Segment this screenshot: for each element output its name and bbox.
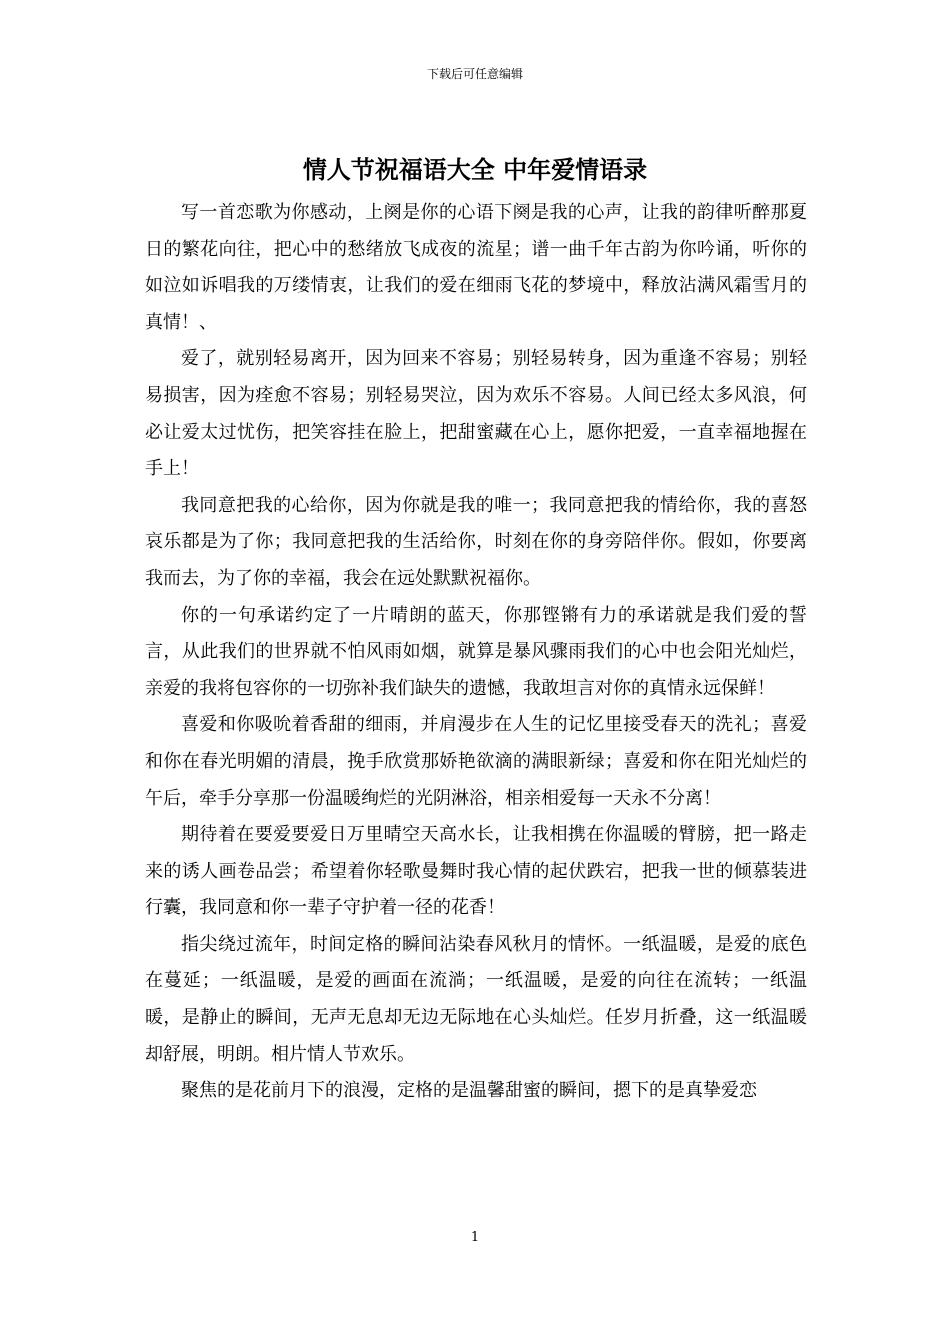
paragraph: 喜爱和你吸吮着香甜的细雨，并肩漫步在人生的记忆里接受春天的洗礼；喜爱和你在春光明媚的清晨，挽手欣赏那娇艳欲滴的满眼新绿；喜爱和你在阳光灿烂的午后，牵手分享那一份温暖绚烂的光阴淋浴，相亲相爱每一天永不分离！ <box>145 714 807 809</box>
paragraph: 我同意把我的心给你，因为你就是我的唯一；我同意把我的情给你，我的喜怒哀乐都是为了你；我同意把我的生活给你，时刻在你的身旁陪伴你。假如，你要离我而去，为了你的幸福，我会在远处默默祝福你。 <box>145 494 807 589</box>
paragraph: 爱了，就别轻易离开，因为回来不容易；别轻易转身，因为重逢不容易；别轻易损害，因为痊愈不容易；别轻易哭泣，因为欢乐不容易。人间已经太多风浪，何必让爱太过忧伤，把笑容挂在脸上，把甜蜜藏在心上，愿你把爱，一直幸福地握在手上！ <box>145 348 807 480</box>
page-header: 下载后可任意编辑 <box>426 67 523 81</box>
paragraph: 写一首恋歌为你感动，上阕是你的心语下阕是我的心声，让我的韵律听醉那夏日的繁花向往，把心中的愁绪放飞成夜的流星；谱一曲千年古韵为你吟诵，听你的如泣如诉唱我的万缕情衷，让我们的爱在细雨飞花的梦境中，释放沾满风霜雪月的真情！、 <box>145 202 807 333</box>
document-body <box>145 195 807 1110</box>
paragraph: 指尖绕过流年，时间定格的瞬间沾染春风秋月的情怀。一纸温暖，是爱的底色在蔓延；一纸温暖，是爱的画面在流淌；一纸温暖，是爱的向往在流转；一纸温暖，是静止的瞬间，无声无息却无边无际地在心头灿烂。任岁月折叠，这一纸温暖却舒展，明朗。相片情人节欢乐。 <box>145 933 807 1065</box>
paragraph: 期待着在要爱要爱日万里晴空天高水长，让我相携在你温暖的臂膀，把一路走来的诱人画卷品尝；希望着你轻歌曼舞时我心情的起伏跌宕，把我一世的倾慕装进行囊，我同意和你一辈子守护着一径的花香！ <box>145 824 807 919</box>
paragraph: 你的一句承诺约定了一片晴朗的蓝天，你那铿锵有力的承诺就是我们爱的誓言，从此我们的世界就不怕风雨如烟，就算是暴风骤雨我们的心中也会阳光灿烂，亲爱的我将包容你的一切弥补我们缺失的遗憾，我敢坦言对你的真情永远保鲜！ <box>145 604 807 699</box>
page-number: 1 <box>470 1230 480 1245</box>
paragraph: 聚焦的是花前月下的浪漫，定格的是温馨甜蜜的瞬间，摁下的是真挚爱恋 <box>181 1080 757 1102</box>
document-title: 情人节祝福语大全 中年爱情语录 <box>302 156 648 184</box>
